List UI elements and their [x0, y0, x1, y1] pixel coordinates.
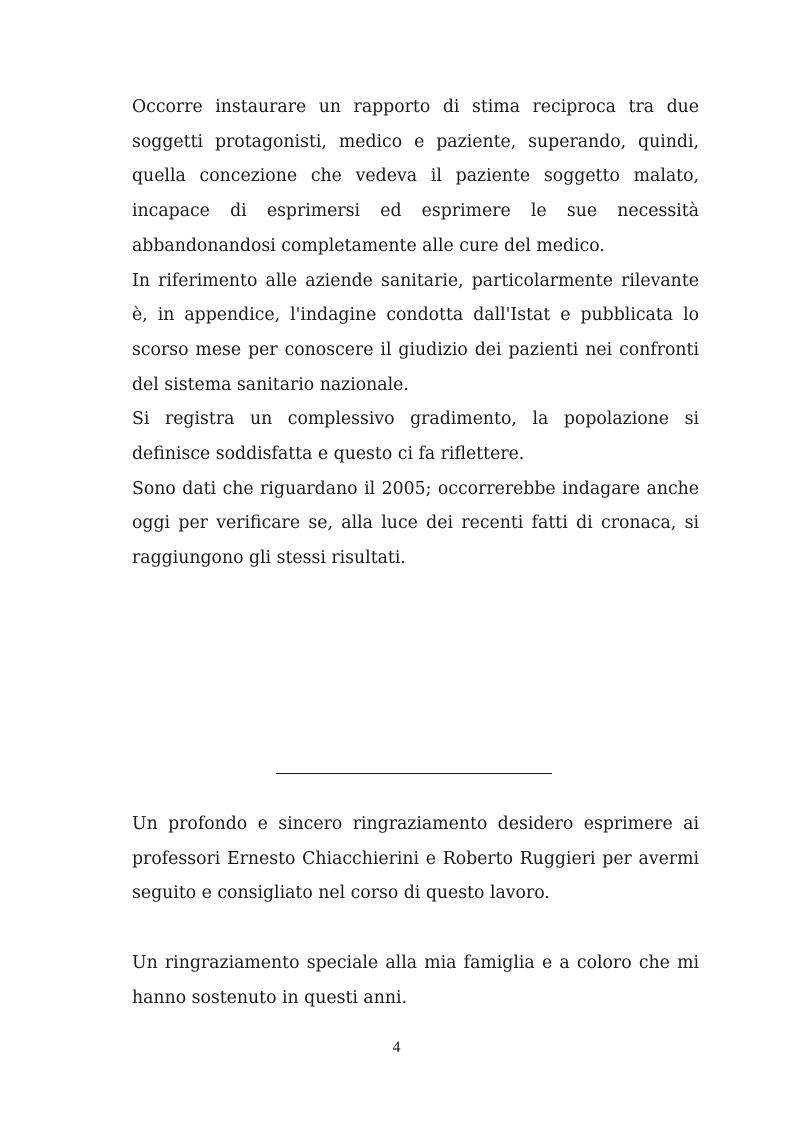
body-text [132, 90, 699, 576]
page-number: 4 [392, 1039, 401, 1056]
section-divider [276, 773, 552, 774]
paragraph-gradimento: Si registra un complessivo gradimento, la popolazione si definisce soddisfatta e questo ci fa riflettere. [132, 409, 699, 465]
paragraph-indagine-istat: In riferimento alle aziende sanitarie, particolarmente rilevante è, in appendice, l'indagine condotta dall'Istat e pubblicata lo scorso mese per conoscere il giudizio dei pazienti nei confronti del sistema sanitario nazionale. [132, 270, 699, 395]
acknowledgement-family [132, 946, 699, 1015]
paragraph-ringraziamento-famiglia: Un ringraziamento speciale alla mia famiglia e a coloro che mi hanno sostenuto in questi anni. [132, 953, 699, 1008]
paragraph-rapporto-medico-paziente: Occorre instaurare un rapporto di stima reciproca tra due soggetti protagonisti, medico e paziente, superando, quindi, quella concezione che vedeva il paziente soggetto malato, incapace di esprimersi ed esprimere le sue necessità abbandonandosi completamente alle cure del medico. [132, 97, 699, 256]
acknowledgement-professors [132, 807, 699, 911]
paragraph-ringraziamento-professori: Un profondo e sincero ringraziamento desidero esprimere ai professori Ernesto Chiacchierini e Roberto Ruggieri per avermi seguito e consigliato nel corso di questo lavoro. [132, 814, 699, 904]
paragraph-dati-2005: Sono dati che riguardano il 2005; occorrerebbe indagare anche oggi per verificare se, alla luce dei recenti fatti di cronaca, si raggiungono gli stessi risultati. [132, 478, 699, 569]
